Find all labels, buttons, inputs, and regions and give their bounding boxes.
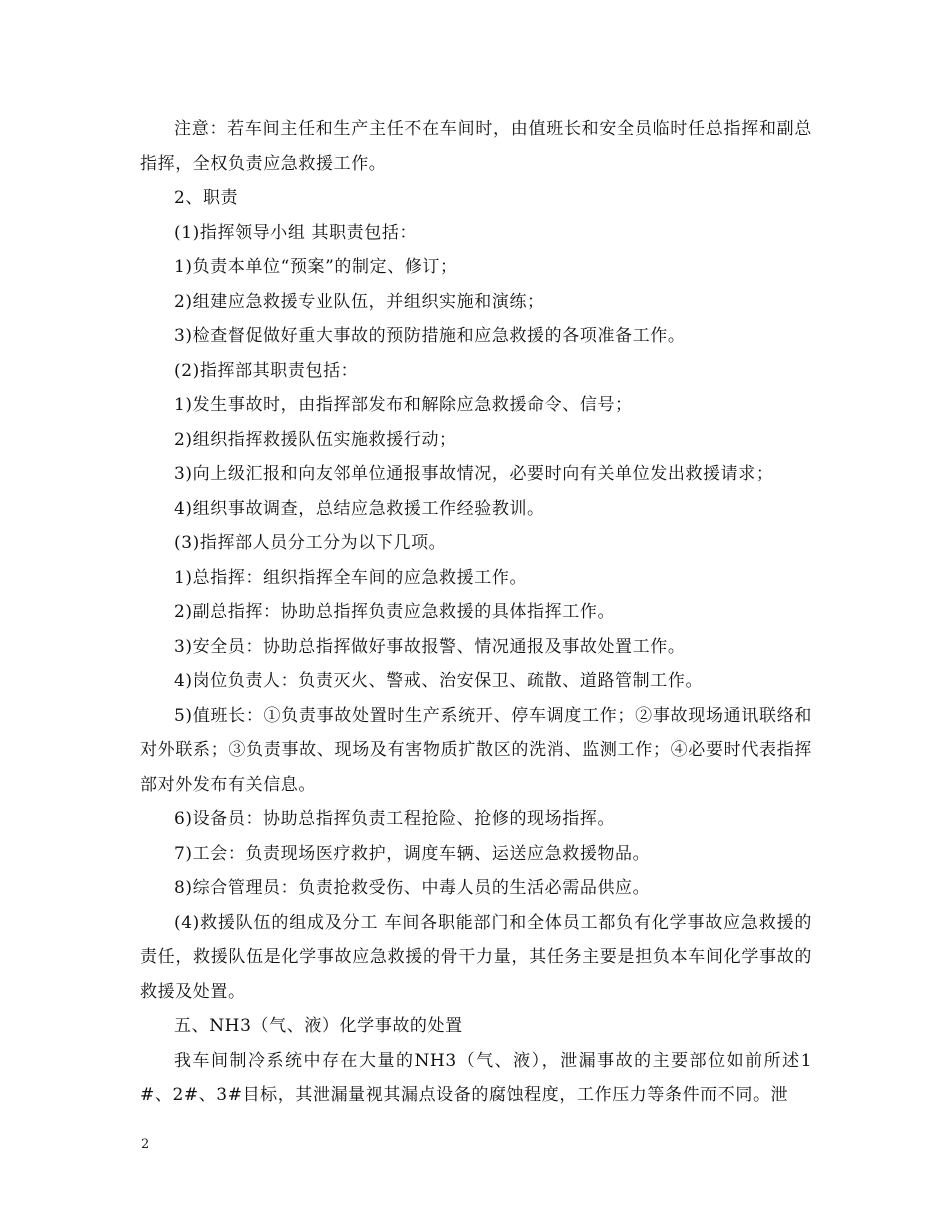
list-item: 1)发生事故时，由指挥部发布和解除应急救援命令、信号； (174, 395, 633, 415)
body-text (140, 112, 812, 1113)
list-item: 4)组织事故调查，总结应急救援工作经验教训。 (174, 498, 545, 519)
nh3-paragraph: 我车间制冷系统中存在大量的NH3（气、液），泄漏事故的主要部位如前所述1#、2#、3#目标，其泄漏量视其漏点设备的腐蚀程度，工作压力等条件而不同。泄 (140, 1050, 812, 1105)
rescue-team-paragraph: (4)救援队伍的组成及分工 车间各职能部门和全体员工都负有化学事故应急救援的责任，救援队伍是化学事故应急救援的骨干力量，其任务主要是担负本车间化学事故的救援及处置。 (140, 912, 812, 1002)
list-item: 4)岗位负责人：负责灭火、警戒、治安保卫、疏散、道路管制工作。 (174, 671, 704, 691)
list-item: 8)综合管理员：负责抢救受伤、中毒人员的生活必需品供应。 (174, 878, 651, 898)
list-item: 7)工会：负责现场医疗救护，调度车辆、运送应急救援物品。 (174, 843, 651, 864)
list-item: 2)副总指挥：协助总指挥负责应急救援的具体指挥工作。 (174, 602, 616, 622)
list-item: 1)总指挥：组织指挥全车间的应急救援工作。 (174, 567, 528, 588)
list-item: 3)检查督促做好重大事故的预防措施和应急救援的各项准备工作。 (174, 326, 686, 346)
subsection-heading-staff-roles: (3)指挥部人员分工分为以下几项。 (174, 533, 447, 553)
list-item: 2)组建应急救援专业队伍，并组织实施和演练； (174, 291, 545, 312)
section-heading-nh3-incident: 五、NH3（气、液）化学事故的处置 (174, 1016, 463, 1036)
list-item: 1)负责本单位“预案”的制定、修订； (174, 257, 458, 277)
list-item: 2)组织指挥救援队伍实施救援行动； (174, 429, 457, 450)
list-item: 3)向上级汇报和向友邻单位通报事故情况，必要时向有关单位发出救援请求； (174, 464, 774, 484)
section-heading-duties: 2、职责 (174, 188, 239, 208)
note-paragraph: 注意：若车间主任和生产主任不在车间时，由值班长和安全员临时任总指挥和副总指挥，全权负责应急救援工作。 (140, 119, 812, 174)
page-number: 2 (141, 1137, 150, 1152)
list-item: 3)安全员：协助总指挥做好事故报警、情况通报及事故处置工作。 (174, 636, 686, 657)
subsection-heading-command-center: (2)指挥部其职责包括： (174, 360, 359, 381)
list-item: 6)设备员：协助总指挥负责工程抢险、抢修的现场指挥。 (174, 809, 616, 829)
subsection-heading-leadership-group: (1)指挥领导小组 其职责包括： (174, 222, 418, 243)
list-item: 5)值班长：①负责事故处置时生产系统开、停车调度工作；②事故现场通讯联络和对外联系；③负责事故、现场及有害物质扩散区的洗消、监测工作；④必要时代表指挥部对外发布有关信息。 (140, 705, 812, 795)
